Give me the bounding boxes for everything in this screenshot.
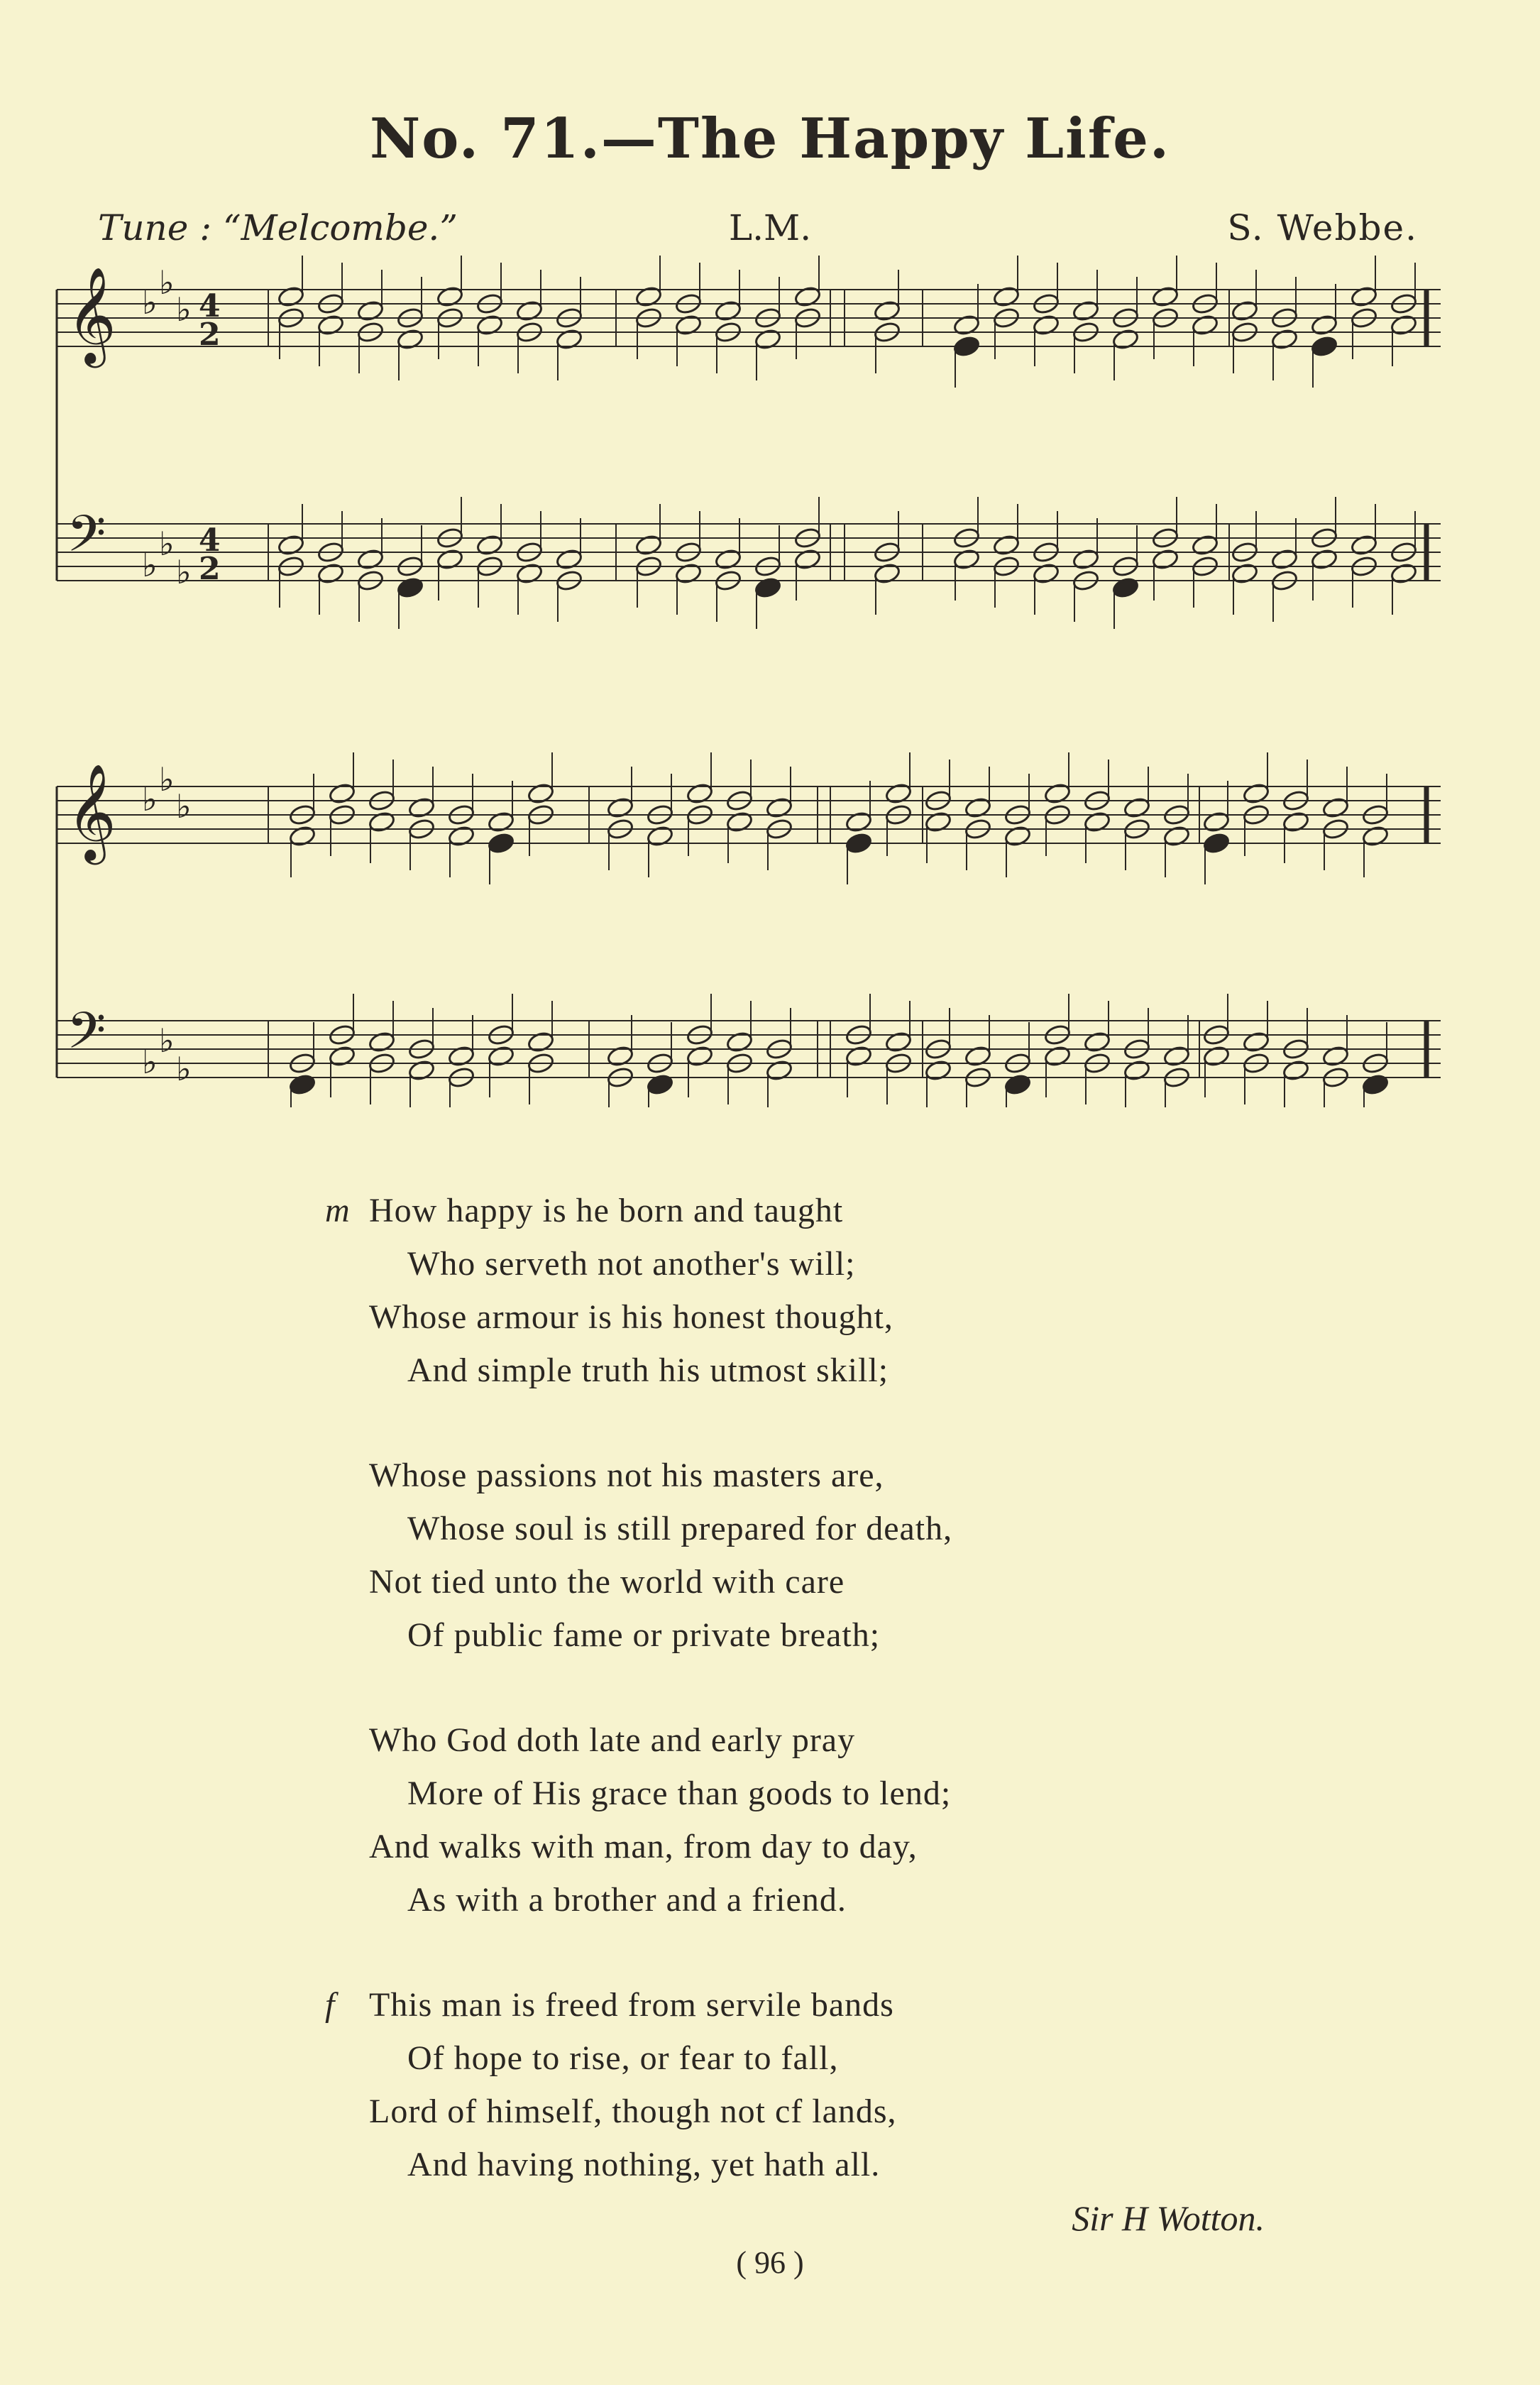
flat-sign-icon: ♭ [176, 787, 192, 826]
note-head [447, 1045, 475, 1068]
note-head [1202, 811, 1230, 833]
note-head [646, 1073, 673, 1096]
flat-sign-icon: ♭ [142, 283, 158, 322]
note-head [1350, 285, 1377, 308]
note-head [436, 548, 463, 571]
note-head [793, 548, 821, 571]
note-head [407, 1059, 435, 1082]
note-head [1083, 1031, 1111, 1053]
note-head [634, 534, 662, 556]
dynamic-mark: f [325, 1986, 335, 2024]
note-head [1162, 1045, 1190, 1068]
note-head [793, 285, 821, 308]
note-head [765, 1059, 793, 1082]
flat-sign-icon: ♭ [142, 546, 158, 584]
verses [325, 1184, 1292, 2243]
note-head [714, 300, 742, 322]
note-head [1231, 300, 1258, 322]
note-head [475, 534, 503, 556]
page-number: ( 96 ) [736, 2245, 804, 2280]
note-head [924, 1059, 952, 1082]
note-head [277, 285, 304, 308]
note-head [1072, 548, 1099, 571]
flat-sign-icon: ♭ [159, 525, 175, 563]
note-head [845, 1045, 872, 1068]
verse-line: As with a brother and a friend. [407, 1881, 847, 1919]
note-head [873, 300, 901, 322]
note-head [1361, 825, 1389, 848]
note-head [964, 796, 991, 819]
note-head [555, 328, 583, 351]
note-head [606, 796, 634, 819]
note-head [714, 548, 742, 571]
note-head [1003, 825, 1031, 848]
note-head [277, 534, 304, 556]
note-head [952, 314, 980, 336]
treble-clef-icon: 𝄞 [67, 265, 116, 363]
note-head [1043, 782, 1071, 805]
note-head [1043, 1045, 1071, 1068]
verse-line: Whose armour is his honest thought, [369, 1298, 893, 1336]
note-head [1202, 1045, 1230, 1068]
verse-line: Of public fame or private breath; [407, 1616, 881, 1654]
time-signature-top: 4 [199, 288, 221, 324]
dynamic-mark: m [325, 1192, 350, 1229]
note-head [1310, 548, 1338, 571]
time-signature-bottom: 2 [199, 551, 221, 587]
note-head [1310, 335, 1338, 358]
flat-sign-icon: ♭ [176, 553, 192, 591]
flat-sign-icon: ♭ [142, 780, 158, 818]
bass-clef-icon: 𝄢 [67, 505, 106, 576]
note-head [1111, 328, 1139, 351]
note-head [1361, 1073, 1389, 1096]
note-head [1270, 548, 1298, 571]
note-head [1321, 796, 1349, 819]
author-credit: Sir H Wotton. [1072, 2198, 1265, 2238]
note-head [1321, 1045, 1349, 1068]
verse-line: How happy is he born and taught [369, 1192, 844, 1229]
note-head [527, 782, 554, 805]
note-head [1390, 562, 1417, 585]
note-head [487, 811, 515, 833]
note-head [674, 314, 702, 336]
time-signature-top: 4 [199, 522, 221, 559]
note-head [555, 548, 583, 571]
composer-label: S. Webbe. [1227, 207, 1418, 248]
stanza-1 [325, 1184, 1292, 1397]
note-head [754, 576, 781, 599]
score-system-1 [57, 256, 1441, 629]
note-head [992, 534, 1020, 556]
stanza-3 [369, 1714, 1292, 1926]
flat-sign-icon: ♭ [176, 1050, 192, 1088]
note-head [1310, 314, 1338, 336]
verse-line: Who God doth late and early pray [369, 1721, 856, 1759]
note-head [1123, 796, 1150, 819]
note-head [845, 811, 872, 833]
note-head [1282, 1059, 1309, 1082]
note-head [992, 285, 1020, 308]
note-head [1003, 1073, 1031, 1096]
flat-sign-icon: ♭ [176, 290, 192, 329]
flat-sign-icon: ♭ [159, 263, 175, 302]
note-head [288, 1073, 316, 1096]
note-head [952, 548, 980, 571]
note-head [1072, 300, 1099, 322]
verse-line: Of hope to rise, or fear to fall, [407, 2039, 839, 2077]
note-head [725, 811, 753, 833]
note-head [1111, 576, 1139, 599]
note-head [1202, 832, 1230, 855]
bass-clef-icon: 𝄢 [67, 1002, 106, 1073]
stanza-2 [369, 1449, 1292, 1662]
note-head [396, 576, 424, 599]
note-head [1270, 328, 1298, 351]
note-head [845, 832, 872, 855]
note-head [1151, 548, 1179, 571]
bass-staff-1 [57, 497, 1441, 629]
music-score [0, 0, 1540, 1107]
flat-sign-icon: ♭ [159, 760, 175, 799]
note-head [475, 314, 503, 336]
verse-line: Who serveth not another's will; [407, 1245, 856, 1283]
treble-clef-icon: 𝄞 [67, 762, 116, 860]
treble-staff-1 [57, 256, 1441, 581]
verse-line: Not tied unto the world with care [369, 1563, 845, 1601]
note-head [1242, 1031, 1270, 1053]
treble-staff-2 [57, 752, 1441, 1078]
note-head [1032, 562, 1060, 585]
note-head [527, 1031, 554, 1053]
note-head [515, 300, 543, 322]
note-head [1390, 314, 1417, 336]
verse-line: And having nothing, yet hath all. [407, 2146, 881, 2183]
flat-sign-icon: ♭ [159, 1021, 175, 1060]
note-head [924, 811, 952, 833]
note-head [1151, 285, 1179, 308]
note-head [447, 825, 475, 848]
note-head [328, 782, 356, 805]
note-head [1162, 825, 1190, 848]
note-head [754, 328, 781, 351]
note-head [317, 562, 344, 585]
note-head [368, 811, 395, 833]
note-head [1282, 811, 1309, 833]
note-head [436, 285, 463, 308]
verse-line: Lord of himself, though not cf lands, [369, 2093, 897, 2130]
note-head [328, 1045, 356, 1068]
note-head [634, 285, 662, 308]
note-head [725, 1031, 753, 1053]
note-head [686, 1045, 713, 1068]
note-head [396, 328, 424, 351]
note-head [964, 1045, 991, 1068]
note-head [873, 562, 901, 585]
note-head [317, 314, 344, 336]
note-head [1242, 782, 1270, 805]
note-head [487, 832, 515, 855]
tune-label: Tune : “Melcombe.” [98, 207, 458, 248]
verse-line: And walks with man, from day to day, [369, 1828, 918, 1865]
verse-line: Whose soul is still prepared for death, [407, 1510, 953, 1547]
note-head [765, 796, 793, 819]
stanza-4 [325, 1978, 1292, 2191]
note-head [884, 1031, 912, 1053]
note-head [1032, 314, 1060, 336]
note-head [356, 548, 384, 571]
bass-staff-2 [57, 994, 1441, 1107]
note-head [884, 782, 912, 805]
metre-label: L.M. [728, 207, 812, 248]
note-head [1350, 534, 1377, 556]
note-head [356, 300, 384, 322]
note-head [1123, 1059, 1150, 1082]
note-head [646, 825, 673, 848]
note-head [407, 796, 435, 819]
note-head [288, 825, 316, 848]
note-head [487, 1045, 515, 1068]
verse-line: More of His grace than goods to lend; [407, 1775, 952, 1812]
note-head [1191, 314, 1219, 336]
time-signature-bottom: 2 [199, 317, 221, 353]
verse-line: And simple truth his utmost skill; [407, 1352, 889, 1389]
flat-sign-icon: ♭ [142, 1043, 158, 1081]
note-head [606, 1045, 634, 1068]
hymn-title: No. 71.—The Happy Life. [369, 106, 1171, 171]
verse-line: This man is freed from servile bands [369, 1986, 894, 2024]
note-head [952, 335, 980, 358]
note-head [1083, 811, 1111, 833]
note-head [1231, 562, 1258, 585]
note-head [515, 562, 543, 585]
note-head [368, 1031, 395, 1053]
note-head [686, 782, 713, 805]
score-system-2 [57, 752, 1441, 1107]
verse-line: Whose passions not his masters are, [369, 1457, 884, 1494]
note-head [1191, 534, 1219, 556]
note-head [674, 562, 702, 585]
